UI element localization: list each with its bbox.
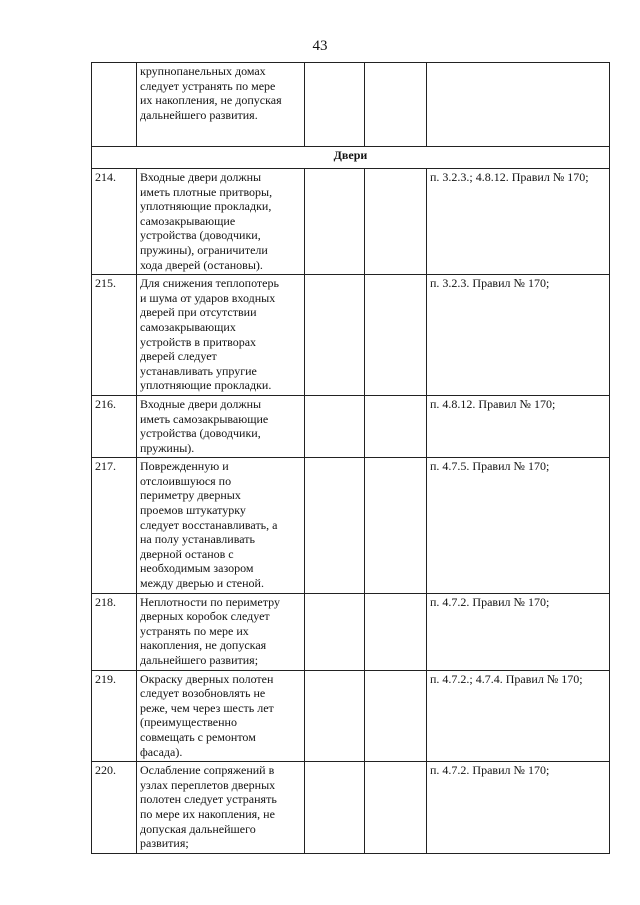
cell-empty	[365, 458, 427, 593]
cell-empty	[305, 169, 365, 275]
table-row	[92, 458, 610, 593]
cell-empty	[365, 63, 427, 147]
cell-reference: п. 4.7.5. Правил № 170;	[427, 458, 610, 593]
table-row	[92, 593, 610, 670]
cell-reference: п. 4.7.2. Правил № 170;	[427, 593, 610, 670]
cell-num	[92, 63, 137, 147]
cell-requirement-text: Входные двери должны иметь самозакрывающие устройства (доводчики, пружины).	[137, 395, 305, 457]
cell-num: 218.	[92, 593, 137, 670]
cell-reference: п. 3.2.3. Правил № 170;	[427, 275, 610, 396]
cell-empty	[305, 275, 365, 396]
section-header-row	[92, 147, 610, 169]
cell-num: 219.	[92, 670, 137, 762]
cell-requirement-text: Поврежденную и отслоившуюся по периметру дверных проемов штукатурку следует восстанавливать, а на полу устанавливать дверной останов с необходимым зазором между дверью и стеной.	[137, 458, 305, 593]
cell-empty	[365, 275, 427, 396]
section-title: Двери	[92, 147, 610, 169]
cell-empty	[365, 762, 427, 854]
cell-reference: п. 3.2.3.; 4.8.12. Правил № 170;	[427, 169, 610, 275]
cell-requirement-text: Входные двери должны иметь плотные притворы, уплотняющие прокладки, самозакрывающие устройства (доводчики, пружины), ограничители хода дверей (остановы).	[137, 169, 305, 275]
cell-num: 220.	[92, 762, 137, 854]
cell-requirement-text: крупнопанельных домах следует устранять по мере их накопления, не допуская дальнейшего развития.	[137, 63, 305, 147]
cell-requirement-text: Ослабление сопряжений в узлах переплетов дверных полотен следует устранять по мере их накопления, не допуская дальнейшего развития;	[137, 762, 305, 854]
table-row	[92, 395, 610, 457]
cell-empty	[365, 670, 427, 762]
cell-requirement-text: Неплотности по периметру дверных коробок следует устранять по мере их накопления, не допуская дальнейшего развития;	[137, 593, 305, 670]
cell-num: 217.	[92, 458, 137, 593]
cell-empty	[305, 762, 365, 854]
table-row	[92, 762, 610, 854]
cell-empty	[365, 395, 427, 457]
table-row	[92, 670, 610, 762]
cell-empty	[365, 169, 427, 275]
cell-num: 214.	[92, 169, 137, 275]
cell-reference	[427, 63, 610, 147]
table-row	[92, 169, 610, 275]
cell-empty	[305, 593, 365, 670]
cell-empty	[305, 63, 365, 147]
page-number: 43	[312, 38, 328, 54]
cell-reference: п. 4.7.2.; 4.7.4. Правил № 170;	[427, 670, 610, 762]
table-row	[92, 275, 610, 396]
cell-empty	[305, 458, 365, 593]
cell-requirement-text: Для снижения теплопотерь и шума от ударов входных дверей при отсутствии самозакрывающих устройств в притворах дверей следует устанавливать упругие уплотняющие прокладки.	[137, 275, 305, 396]
cell-requirement-text: Окраску дверных полотен следует возобновлять не реже, чем через шесть лет (преимущественно совмещать с ремонтом фасада).	[137, 670, 305, 762]
table-row-continuation	[92, 63, 610, 147]
cell-empty	[365, 593, 427, 670]
cell-reference: п. 4.7.2. Правил № 170;	[427, 762, 610, 854]
cell-num: 215.	[92, 275, 137, 396]
cell-empty	[305, 670, 365, 762]
requirements-table	[91, 62, 610, 854]
cell-num: 216.	[92, 395, 137, 457]
cell-empty	[305, 395, 365, 457]
cell-reference: п. 4.8.12. Правил № 170;	[427, 395, 610, 457]
